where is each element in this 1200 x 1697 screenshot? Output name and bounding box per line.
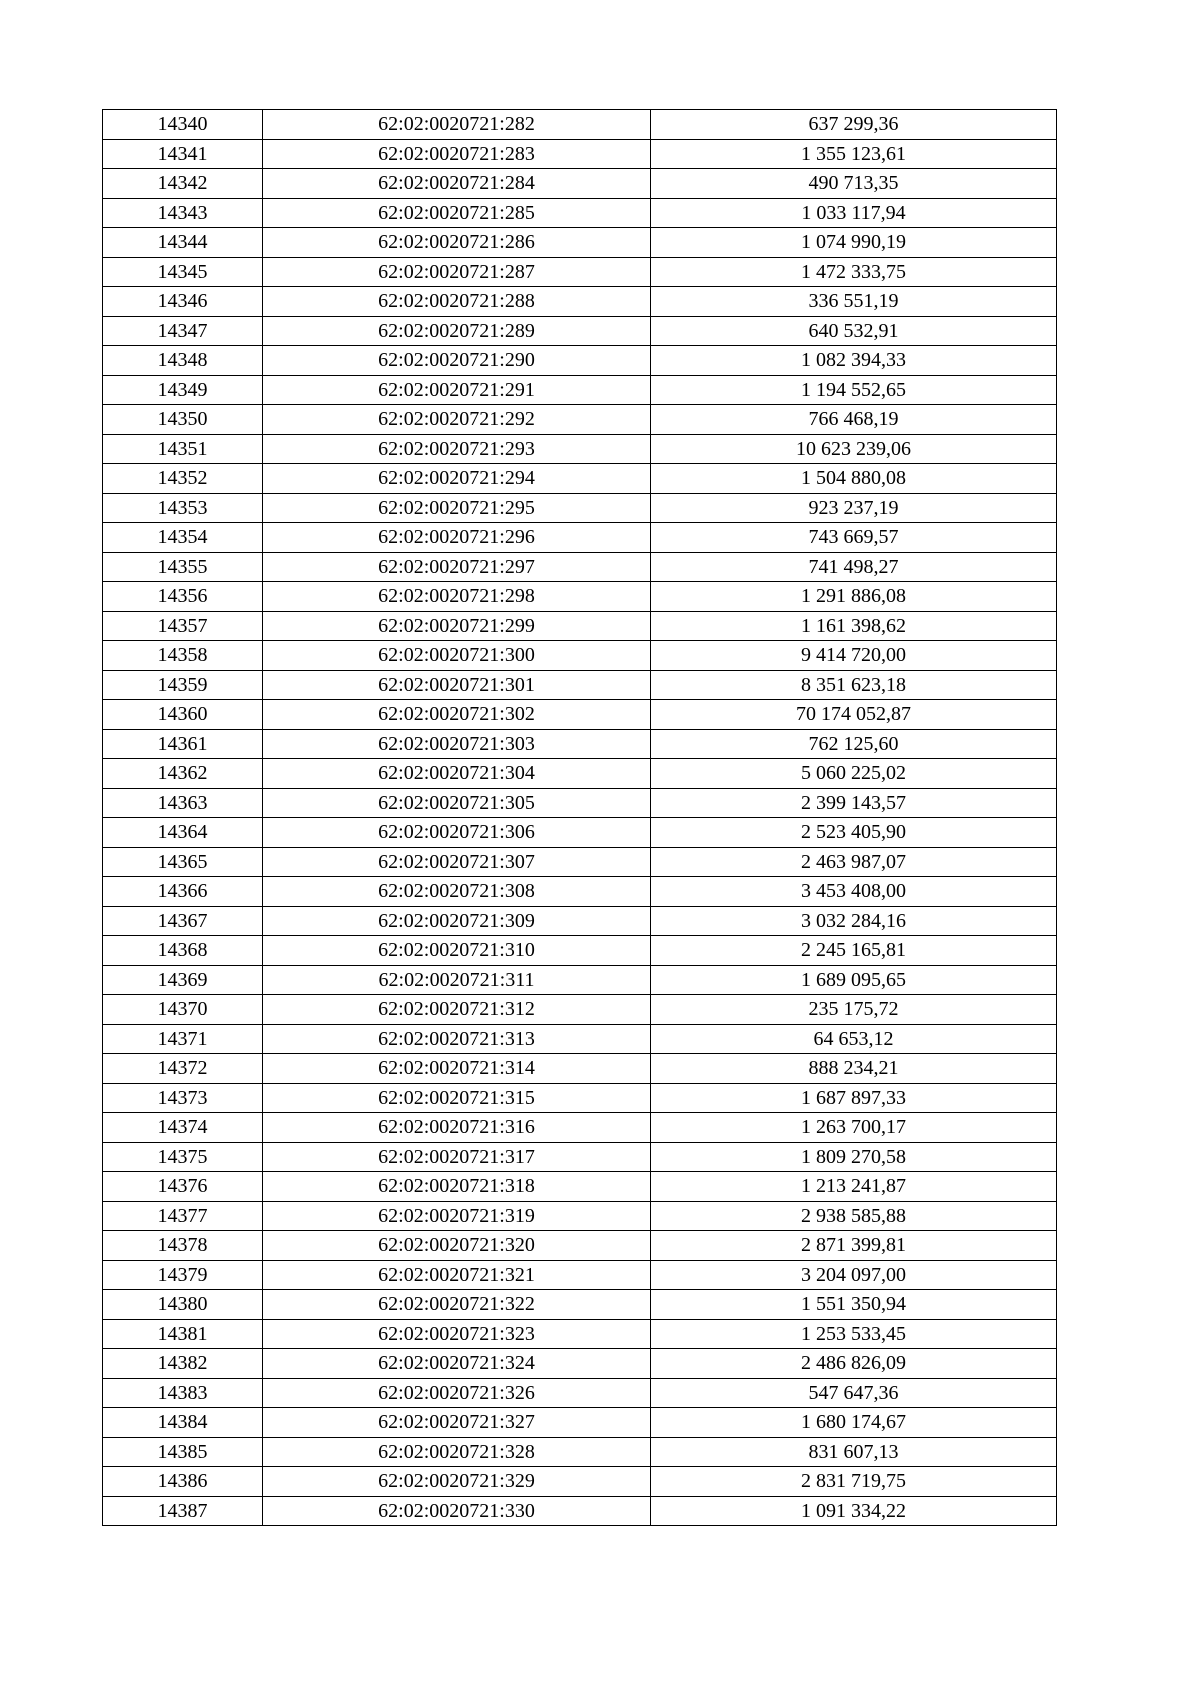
table-row bbox=[103, 1349, 1057, 1379]
cadastral-value-cell: 2 938 585,88 bbox=[651, 1201, 1057, 1231]
row-number-cell: 14370 bbox=[103, 995, 263, 1025]
cadastral-number-cell: 62:02:0020721:316 bbox=[263, 1113, 651, 1143]
row-number-cell: 14380 bbox=[103, 1290, 263, 1320]
cadastral-number-cell: 62:02:0020721:301 bbox=[263, 670, 651, 700]
cadastral-number-cell: 62:02:0020721:292 bbox=[263, 405, 651, 435]
table-row bbox=[103, 375, 1057, 405]
table-row bbox=[103, 1054, 1057, 1084]
cadastral-value-cell: 1 033 117,94 bbox=[651, 198, 1057, 228]
table-row bbox=[103, 405, 1057, 435]
row-number-cell: 14365 bbox=[103, 847, 263, 877]
cadastral-value-cell: 5 060 225,02 bbox=[651, 759, 1057, 789]
cadastral-value-cell: 235 175,72 bbox=[651, 995, 1057, 1025]
cadastral-number-cell: 62:02:0020721:293 bbox=[263, 434, 651, 464]
row-number-cell: 14383 bbox=[103, 1378, 263, 1408]
cadastral-number-cell: 62:02:0020721:310 bbox=[263, 936, 651, 966]
cadastral-value-cell: 2 831 719,75 bbox=[651, 1467, 1057, 1497]
cadastral-number-cell: 62:02:0020721:329 bbox=[263, 1467, 651, 1497]
cadastral-number-cell: 62:02:0020721:319 bbox=[263, 1201, 651, 1231]
cadastral-number-cell: 62:02:0020721:308 bbox=[263, 877, 651, 907]
row-number-cell: 14368 bbox=[103, 936, 263, 966]
cadastral-number-cell: 62:02:0020721:330 bbox=[263, 1496, 651, 1526]
table-row bbox=[103, 1378, 1057, 1408]
row-number-cell: 14375 bbox=[103, 1142, 263, 1172]
table-row bbox=[103, 1231, 1057, 1261]
row-number-cell: 14358 bbox=[103, 641, 263, 671]
table-row bbox=[103, 1408, 1057, 1438]
cadastral-number-cell: 62:02:0020721:283 bbox=[263, 139, 651, 169]
cadastral-value-cell: 2 245 165,81 bbox=[651, 936, 1057, 966]
table-row bbox=[103, 729, 1057, 759]
cadastral-value-cell: 923 237,19 bbox=[651, 493, 1057, 523]
row-number-cell: 14366 bbox=[103, 877, 263, 907]
row-number-cell: 14378 bbox=[103, 1231, 263, 1261]
table-row bbox=[103, 818, 1057, 848]
table-row bbox=[103, 1172, 1057, 1202]
table-row bbox=[103, 1260, 1057, 1290]
table-row bbox=[103, 523, 1057, 553]
row-number-cell: 14345 bbox=[103, 257, 263, 287]
cadastral-number-cell: 62:02:0020721:309 bbox=[263, 906, 651, 936]
row-number-cell: 14371 bbox=[103, 1024, 263, 1054]
cadastral-number-cell: 62:02:0020721:284 bbox=[263, 169, 651, 199]
table-row bbox=[103, 582, 1057, 612]
cadastral-value-cell: 2 463 987,07 bbox=[651, 847, 1057, 877]
cadastral-value-cell: 1 194 552,65 bbox=[651, 375, 1057, 405]
cadastral-value-cell: 888 234,21 bbox=[651, 1054, 1057, 1084]
cadastral-number-cell: 62:02:0020721:285 bbox=[263, 198, 651, 228]
cadastral-value-cell: 1 680 174,67 bbox=[651, 1408, 1057, 1438]
cadastral-number-cell: 62:02:0020721:321 bbox=[263, 1260, 651, 1290]
table-row bbox=[103, 1496, 1057, 1526]
cadastral-number-cell: 62:02:0020721:320 bbox=[263, 1231, 651, 1261]
row-number-cell: 14344 bbox=[103, 228, 263, 258]
table-row bbox=[103, 641, 1057, 671]
cadastral-value-cell: 1 809 270,58 bbox=[651, 1142, 1057, 1172]
cadastral-value-cell: 64 653,12 bbox=[651, 1024, 1057, 1054]
cadastral-value-cell: 1 504 880,08 bbox=[651, 464, 1057, 494]
cadastral-number-cell: 62:02:0020721:288 bbox=[263, 287, 651, 317]
table-row bbox=[103, 287, 1057, 317]
row-number-cell: 14374 bbox=[103, 1113, 263, 1143]
row-number-cell: 14341 bbox=[103, 139, 263, 169]
row-number-cell: 14354 bbox=[103, 523, 263, 553]
table-row bbox=[103, 139, 1057, 169]
cadastral-number-cell: 62:02:0020721:286 bbox=[263, 228, 651, 258]
row-number-cell: 14387 bbox=[103, 1496, 263, 1526]
cadastral-number-cell: 62:02:0020721:324 bbox=[263, 1349, 651, 1379]
table-row bbox=[103, 936, 1057, 966]
cadastral-number-cell: 62:02:0020721:300 bbox=[263, 641, 651, 671]
row-number-cell: 14360 bbox=[103, 700, 263, 730]
cadastral-number-cell: 62:02:0020721:294 bbox=[263, 464, 651, 494]
cadastral-number-cell: 62:02:0020721:327 bbox=[263, 1408, 651, 1438]
table-row bbox=[103, 228, 1057, 258]
cadastral-value-cell: 547 647,36 bbox=[651, 1378, 1057, 1408]
cadastral-value-cell: 2 399 143,57 bbox=[651, 788, 1057, 818]
cadastral-value-cell: 1 074 990,19 bbox=[651, 228, 1057, 258]
row-number-cell: 14347 bbox=[103, 316, 263, 346]
row-number-cell: 14340 bbox=[103, 110, 263, 140]
table-row bbox=[103, 670, 1057, 700]
table-row bbox=[103, 788, 1057, 818]
cadastral-value-cell: 1 551 350,94 bbox=[651, 1290, 1057, 1320]
row-number-cell: 14350 bbox=[103, 405, 263, 435]
cadastral-number-cell: 62:02:0020721:314 bbox=[263, 1054, 651, 1084]
row-number-cell: 14386 bbox=[103, 1467, 263, 1497]
cadastral-value-cell: 8 351 623,18 bbox=[651, 670, 1057, 700]
table-row bbox=[103, 1319, 1057, 1349]
table-body bbox=[103, 110, 1057, 1526]
cadastral-number-cell: 62:02:0020721:295 bbox=[263, 493, 651, 523]
cadastral-value-cell: 1 689 095,65 bbox=[651, 965, 1057, 995]
cadastral-value-cell: 743 669,57 bbox=[651, 523, 1057, 553]
row-number-cell: 14352 bbox=[103, 464, 263, 494]
cadastral-number-cell: 62:02:0020721:313 bbox=[263, 1024, 651, 1054]
row-number-cell: 14379 bbox=[103, 1260, 263, 1290]
row-number-cell: 14382 bbox=[103, 1349, 263, 1379]
cadastral-value-cell: 3 453 408,00 bbox=[651, 877, 1057, 907]
cadastral-value-cell: 10 623 239,06 bbox=[651, 434, 1057, 464]
table-row bbox=[103, 1290, 1057, 1320]
row-number-cell: 14348 bbox=[103, 346, 263, 376]
cadastral-number-cell: 62:02:0020721:326 bbox=[263, 1378, 651, 1408]
cadastral-value-cell: 831 607,13 bbox=[651, 1437, 1057, 1467]
cadastral-number-cell: 62:02:0020721:302 bbox=[263, 700, 651, 730]
table-row bbox=[103, 464, 1057, 494]
cadastral-number-cell: 62:02:0020721:296 bbox=[263, 523, 651, 553]
table-row bbox=[103, 493, 1057, 523]
cadastral-value-cell: 3 204 097,00 bbox=[651, 1260, 1057, 1290]
cadastral-value-cell: 741 498,27 bbox=[651, 552, 1057, 582]
cadastral-number-cell: 62:02:0020721:307 bbox=[263, 847, 651, 877]
row-number-cell: 14349 bbox=[103, 375, 263, 405]
cadastral-number-cell: 62:02:0020721:290 bbox=[263, 346, 651, 376]
cadastral-value-cell: 2 523 405,90 bbox=[651, 818, 1057, 848]
table-row bbox=[103, 1113, 1057, 1143]
cadastral-number-cell: 62:02:0020721:318 bbox=[263, 1172, 651, 1202]
table-row bbox=[103, 552, 1057, 582]
table-row bbox=[103, 1467, 1057, 1497]
cadastral-number-cell: 62:02:0020721:311 bbox=[263, 965, 651, 995]
cadastral-value-cell: 1 213 241,87 bbox=[651, 1172, 1057, 1202]
cadastral-value-cell: 762 125,60 bbox=[651, 729, 1057, 759]
cadastral-number-cell: 62:02:0020721:303 bbox=[263, 729, 651, 759]
cadastral-value-cell: 1 687 897,33 bbox=[651, 1083, 1057, 1113]
row-number-cell: 14357 bbox=[103, 611, 263, 641]
table-row bbox=[103, 1142, 1057, 1172]
cadastral-number-cell: 62:02:0020721:298 bbox=[263, 582, 651, 612]
cadastral-number-cell: 62:02:0020721:328 bbox=[263, 1437, 651, 1467]
cadastral-value-cell: 1 253 533,45 bbox=[651, 1319, 1057, 1349]
table-row bbox=[103, 346, 1057, 376]
table-row bbox=[103, 965, 1057, 995]
row-number-cell: 14351 bbox=[103, 434, 263, 464]
cadastral-value-cell: 1 082 394,33 bbox=[651, 346, 1057, 376]
table-row bbox=[103, 198, 1057, 228]
row-number-cell: 14385 bbox=[103, 1437, 263, 1467]
table-row bbox=[103, 169, 1057, 199]
cadastral-number-cell: 62:02:0020721:305 bbox=[263, 788, 651, 818]
table-row bbox=[103, 611, 1057, 641]
cadastral-value-cell: 70 174 052,87 bbox=[651, 700, 1057, 730]
table-row bbox=[103, 1201, 1057, 1231]
row-number-cell: 14356 bbox=[103, 582, 263, 612]
table-row bbox=[103, 759, 1057, 789]
table-row bbox=[103, 906, 1057, 936]
table-row bbox=[103, 700, 1057, 730]
row-number-cell: 14346 bbox=[103, 287, 263, 317]
row-number-cell: 14384 bbox=[103, 1408, 263, 1438]
cadastral-value-cell: 2 871 399,81 bbox=[651, 1231, 1057, 1261]
cadastral-number-cell: 62:02:0020721:304 bbox=[263, 759, 651, 789]
cadastral-value-cell: 640 532,91 bbox=[651, 316, 1057, 346]
row-number-cell: 14373 bbox=[103, 1083, 263, 1113]
cadastral-value-cell: 1 472 333,75 bbox=[651, 257, 1057, 287]
row-number-cell: 14355 bbox=[103, 552, 263, 582]
row-number-cell: 14342 bbox=[103, 169, 263, 199]
cadastral-value-cell: 9 414 720,00 bbox=[651, 641, 1057, 671]
table-row bbox=[103, 1083, 1057, 1113]
row-number-cell: 14364 bbox=[103, 818, 263, 848]
table-row bbox=[103, 1024, 1057, 1054]
row-number-cell: 14372 bbox=[103, 1054, 263, 1084]
cadastral-number-cell: 62:02:0020721:315 bbox=[263, 1083, 651, 1113]
row-number-cell: 14377 bbox=[103, 1201, 263, 1231]
cadastral-number-cell: 62:02:0020721:306 bbox=[263, 818, 651, 848]
table-row bbox=[103, 995, 1057, 1025]
row-number-cell: 14376 bbox=[103, 1172, 263, 1202]
cadastral-number-cell: 62:02:0020721:317 bbox=[263, 1142, 651, 1172]
cadastral-value-cell: 336 551,19 bbox=[651, 287, 1057, 317]
cadastral-value-cell: 1 291 886,08 bbox=[651, 582, 1057, 612]
cadastral-value-cell: 1 355 123,61 bbox=[651, 139, 1057, 169]
cadastral-value-cell: 3 032 284,16 bbox=[651, 906, 1057, 936]
cadastral-number-cell: 62:02:0020721:282 bbox=[263, 110, 651, 140]
table-row bbox=[103, 434, 1057, 464]
cadastral-value-table bbox=[102, 109, 1057, 1526]
table-row bbox=[103, 110, 1057, 140]
cadastral-number-cell: 62:02:0020721:291 bbox=[263, 375, 651, 405]
cadastral-value-cell: 1 161 398,62 bbox=[651, 611, 1057, 641]
cadastral-number-cell: 62:02:0020721:297 bbox=[263, 552, 651, 582]
row-number-cell: 14361 bbox=[103, 729, 263, 759]
row-number-cell: 14381 bbox=[103, 1319, 263, 1349]
row-number-cell: 14369 bbox=[103, 965, 263, 995]
cadastral-number-cell: 62:02:0020721:287 bbox=[263, 257, 651, 287]
table-row bbox=[103, 257, 1057, 287]
row-number-cell: 14343 bbox=[103, 198, 263, 228]
cadastral-number-cell: 62:02:0020721:289 bbox=[263, 316, 651, 346]
table-row bbox=[103, 316, 1057, 346]
row-number-cell: 14353 bbox=[103, 493, 263, 523]
cadastral-value-cell: 490 713,35 bbox=[651, 169, 1057, 199]
cadastral-value-cell: 637 299,36 bbox=[651, 110, 1057, 140]
cadastral-value-cell: 2 486 826,09 bbox=[651, 1349, 1057, 1379]
row-number-cell: 14367 bbox=[103, 906, 263, 936]
cadastral-value-cell: 1 091 334,22 bbox=[651, 1496, 1057, 1526]
cadastral-number-cell: 62:02:0020721:299 bbox=[263, 611, 651, 641]
cadastral-value-cell: 1 263 700,17 bbox=[651, 1113, 1057, 1143]
cadastral-number-cell: 62:02:0020721:322 bbox=[263, 1290, 651, 1320]
table-row bbox=[103, 877, 1057, 907]
row-number-cell: 14362 bbox=[103, 759, 263, 789]
cadastral-value-cell: 766 468,19 bbox=[651, 405, 1057, 435]
cadastral-number-cell: 62:02:0020721:312 bbox=[263, 995, 651, 1025]
row-number-cell: 14359 bbox=[103, 670, 263, 700]
table-row bbox=[103, 847, 1057, 877]
cadastral-number-cell: 62:02:0020721:323 bbox=[263, 1319, 651, 1349]
row-number-cell: 14363 bbox=[103, 788, 263, 818]
table-row bbox=[103, 1437, 1057, 1467]
